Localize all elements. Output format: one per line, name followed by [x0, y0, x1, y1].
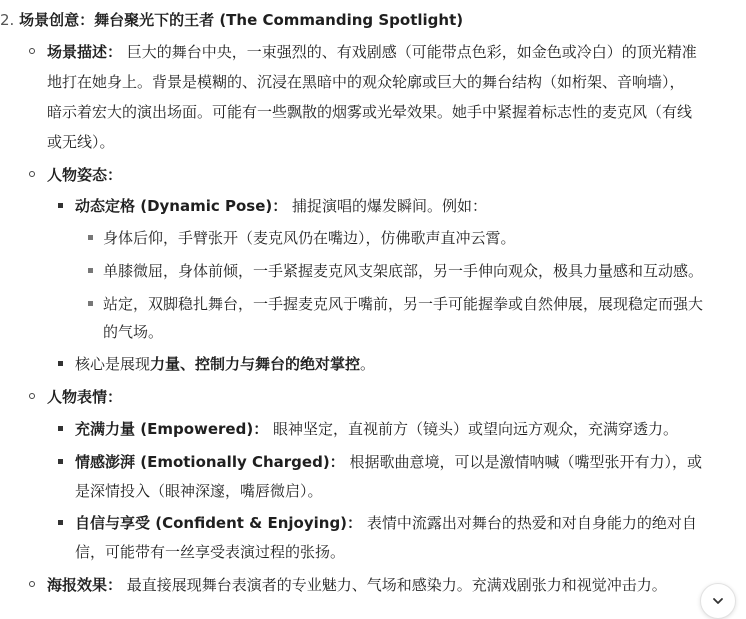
section-heading	[0, 9, 463, 31]
pose-label: 人物姿态：	[47, 166, 123, 184]
bullet-circle	[29, 48, 35, 54]
scene-text-3: 暗示着宏大的演出场面。可能有一些飘散的烟雾或光晕效果。她手中紧握着标志性的麦克风（有线	[47, 103, 693, 121]
scene-line-1	[47, 41, 697, 63]
scene-text-4: 或无线）。	[47, 133, 115, 151]
bullet-square	[58, 459, 63, 464]
pose-example-1: 身体后仰，手臂张开（麦克风仍在嘴边），仿佛歌声直冲云霄。	[103, 229, 516, 247]
pose-example-3: 站定，双脚稳扎舞台，一手握麦克风于嘴前，另一手可能握拳或自然伸展，展现稳定而强大	[103, 295, 704, 313]
expression-item-3-text: 表情中流露出对舞台的热爱和对自身能力的绝对自	[366, 514, 697, 532]
pose-core-line	[75, 353, 375, 375]
scene-text-1: 巨大的舞台中央，一束强烈的、有戏剧感（可能带点色彩，如金色或冷白）的顶光精准	[126, 43, 697, 61]
poster-text: 最直接展现舞台表演者的专业魅力、气场和感染力。充满戏剧张力和视觉冲击力。	[126, 576, 667, 594]
poster-line	[47, 574, 667, 596]
bullet-square	[58, 203, 63, 208]
bullet-square	[58, 520, 63, 525]
section-title: 场景创意：舞台聚光下的王者 (The Commanding Spotlight)	[19, 11, 464, 29]
dynamic-pose-text: 捕捉演唱的爆发瞬间。例如：	[292, 197, 488, 215]
expression-item-1-label: 充满力量 (Empowered)：	[75, 420, 269, 438]
expression-item-2	[75, 451, 702, 473]
scene-text-2: 地打在她身上。背景是模糊的、沉浸在黑暗中的观众轮廓或巨大的舞台结构（如桁架、音响墙），	[47, 73, 685, 91]
bullet-square	[58, 361, 63, 366]
section-number: 2.	[0, 11, 15, 29]
bullet-circle	[29, 393, 35, 399]
expression-item-3	[75, 512, 697, 534]
bullet-square	[88, 301, 93, 306]
dynamic-pose-line	[75, 195, 487, 217]
dynamic-pose-label: 动态定格 (Dynamic Pose)：	[75, 197, 288, 215]
pose-core-suffix: 。	[360, 355, 376, 373]
expression-item-2-text: 根据歌曲意境，可以是激情呐喊（嘴型张开有力），或	[349, 453, 702, 471]
pose-core-prefix: 核心是展现	[75, 355, 151, 373]
expression-item-1	[75, 418, 678, 440]
bullet-square	[88, 235, 93, 240]
scene-label: 场景描述：	[47, 43, 123, 61]
poster-label: 海报效果：	[47, 576, 123, 594]
expression-item-3-cont: 信，可能带有一丝享受表演过程的张扬。	[75, 543, 346, 561]
expression-item-1-text: 眼神坚定，直视前方（镜头）或望向远方观众，充满穿透力。	[272, 420, 678, 438]
bullet-circle	[29, 171, 35, 177]
expression-item-3-label: 自信与享受 (Confident & Enjoying)：	[75, 514, 363, 532]
expression-item-2-cont: 是深情投入（眼神深邃，嘴唇微启）。	[75, 482, 323, 500]
bullet-square	[58, 426, 63, 431]
pose-core-bold: 力量、控制力与舞台的绝对掌控	[150, 355, 361, 373]
expression-label: 人物表情：	[47, 388, 123, 406]
expression-item-2-label: 情感澎湃 (Emotionally Charged)：	[75, 453, 345, 471]
scroll-down-button[interactable]	[700, 583, 736, 619]
pose-example-2: 单膝微屈，身体前倾，一手紧握麦克风支架底部，另一手伸向观众，极具力量感和互动感。	[103, 262, 704, 280]
pose-example-3-cont: 的气场。	[103, 323, 164, 341]
bullet-square	[88, 268, 93, 273]
chevron-down-icon	[711, 594, 725, 608]
bullet-circle	[29, 581, 35, 587]
